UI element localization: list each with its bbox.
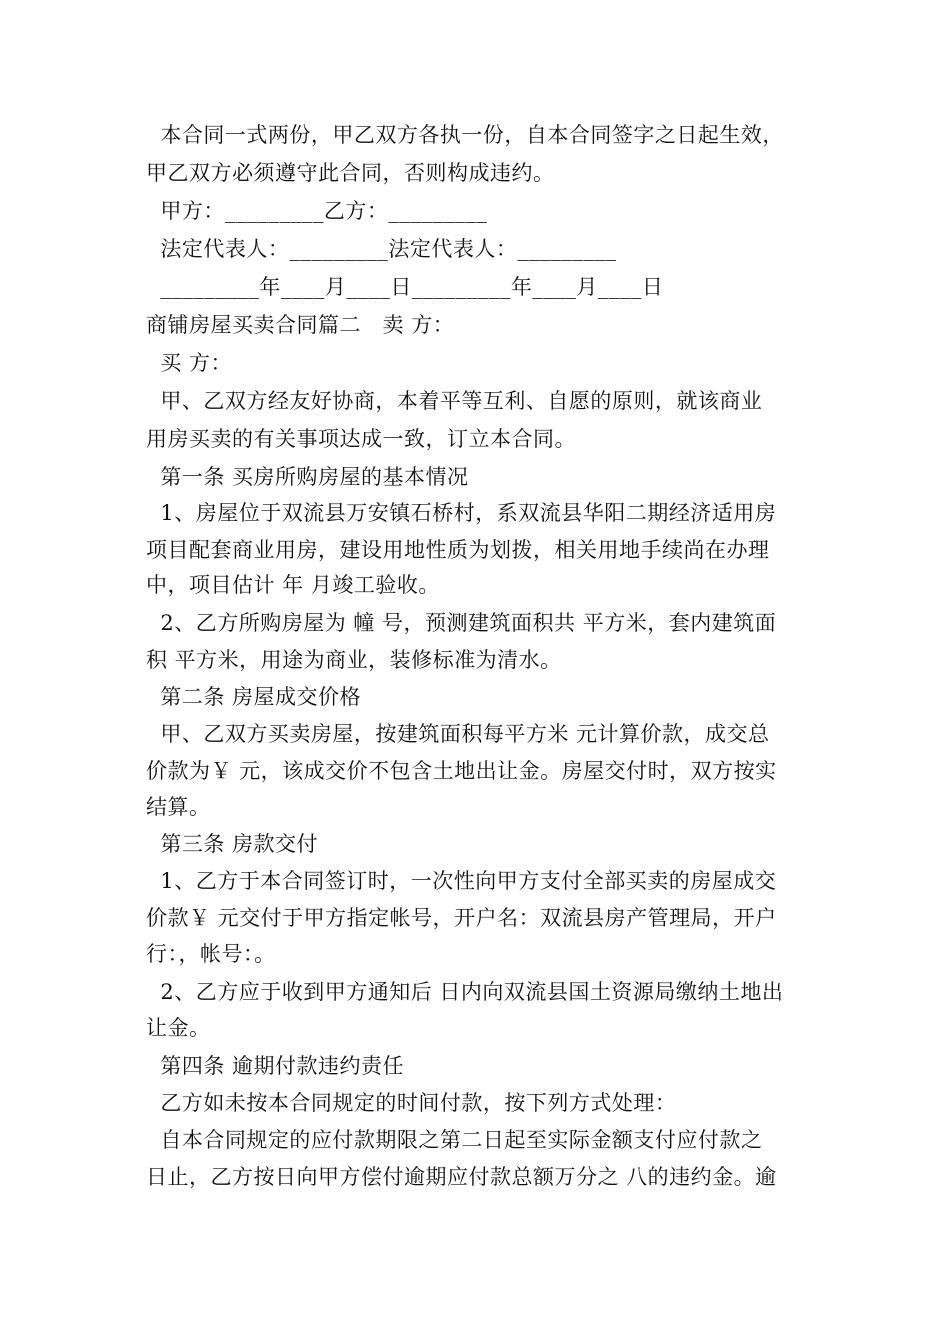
- section-title: 商铺房屋买卖合同篇二 卖 方：: [146, 313, 455, 337]
- article-heading: 第三条 房款交付: [146, 832, 319, 856]
- text-line: 1、房屋位于双流县万安镇石桥村，系双流县华阳二期经济适用房: [146, 501, 777, 525]
- text-line: 2、乙方应于收到甲方通知后 日内向双流县国土资源局缴纳土地出: [146, 980, 784, 1004]
- text-line: 乙方如未按本合同规定的时间付款，按下列方式处理：: [146, 1091, 677, 1115]
- text-line: 价款为￥ 元，该成交价不包含土地出让金。房屋交付时，双方按实: [146, 759, 777, 783]
- text-line: 甲乙双方必须遵守此合同，否则构成违约。: [146, 161, 555, 185]
- text-line: 结算。: [146, 795, 211, 819]
- text-line: 买 方：: [146, 351, 233, 375]
- text-line: 自本合同规定的应付款期限之第二日起至实际金额支付应付款之: [146, 1128, 763, 1152]
- text-line: 让金。: [146, 1016, 211, 1040]
- text-line: 1、乙方于本合同签订时，一次性向甲方支付全部买卖的房屋成交: [146, 869, 777, 893]
- article-heading: 第二条 房屋成交价格: [146, 685, 362, 709]
- article-heading: 第一条 买房所购房屋的基本情况: [146, 465, 469, 489]
- text-line: 本合同一式两份，甲乙双方各执一份，自本合同签字之日起生效，: [146, 123, 784, 147]
- text-line: 甲、乙双方买卖房屋，按建筑面积每平方米 元计算价款，成交总: [146, 722, 770, 746]
- text-line: 法定代表人：_________法定代表人：_________: [146, 237, 617, 261]
- text-line: 价款￥ 元交付于甲方指定帐号，开户名：双流县房产管理局，开户: [146, 906, 777, 930]
- text-line: 2、乙方所购房屋为 幢 号，预测建筑面积共 平方米，套内建筑面: [146, 611, 777, 635]
- text-line: 甲方：_________乙方：_________: [146, 199, 488, 223]
- text-line: 项目配套商业用房，建设用地性质为划拨，相关用地手续尚在办理: [146, 538, 770, 562]
- article-heading: 第四条 逾期付款违约责任: [146, 1054, 405, 1078]
- text-line: 甲、乙双方经友好协商，本着平等互利、自愿的原则，就该商业: [146, 389, 763, 413]
- text-line: _________年____月____日_________年____月____日: [146, 275, 664, 299]
- text-line: 行：，帐号：。: [146, 942, 276, 966]
- text-line: 中，项目估计 年 月竣工验收。: [146, 573, 440, 597]
- text-line: 用房买卖的有关事项达成一致，订立本合同。: [146, 427, 576, 451]
- text-line: 日止，乙方按日向甲方偿付逾期应付款总额万分之 八的违约金。逾: [146, 1165, 777, 1189]
- text-line: 积 平方米，用途为商业，装修标准为清水。: [146, 648, 562, 672]
